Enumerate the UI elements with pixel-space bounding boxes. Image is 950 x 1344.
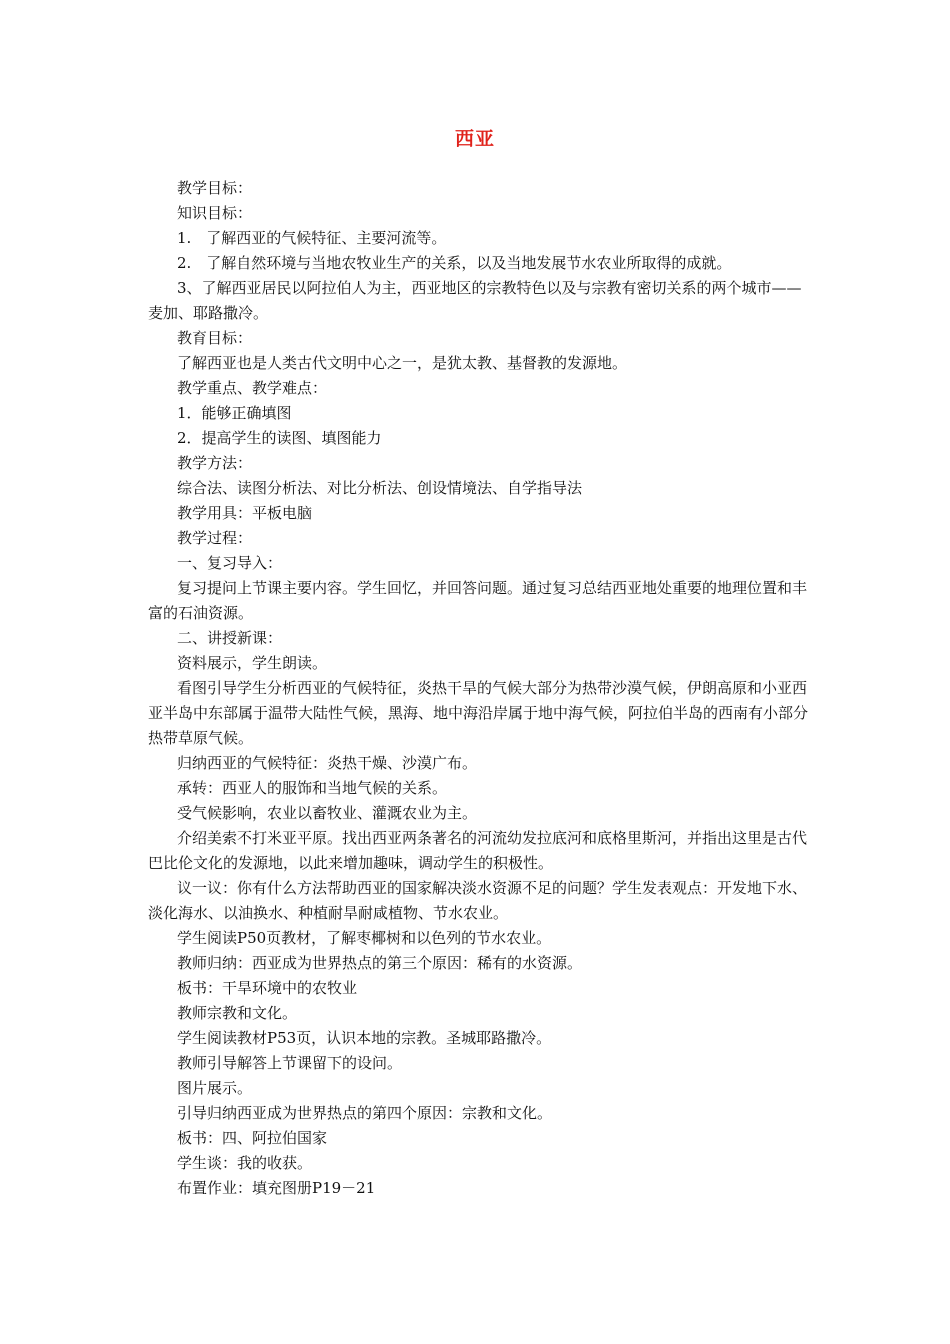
paragraph: 教学重点、教学难点： (177, 379, 328, 397)
paragraph: 教师引导解答上节课留下的设问。 (177, 1054, 403, 1072)
paragraph: 议一议：你有什么方法帮助西亚的国家解决淡水资源不足的问题？学生发表观点：开发地下水、淡化海水、以油换水、种植耐旱耐咸植物、节水农业。 (148, 879, 808, 922)
paragraph: 布置作业：填充图册P19－21 (177, 1179, 376, 1197)
paragraph: 介绍美索不打米亚平原。找出西亚两条著名的河流幼发拉底河和底格里斯河，并指出这里是古代巴比伦文化的发源地，以此来增加趣味，调动学生的积极性。 (148, 829, 808, 872)
paragraph: 教育目标： (177, 329, 253, 347)
paragraph: 受气候影响，农业以畜牧业、灌溉农业为主。 (177, 804, 478, 822)
paragraph: 资料展示，学生朗读。 (177, 654, 328, 672)
paragraph: 复习提问上节课主要内容。学生回忆，并回答问题。通过复习总结西亚地处重要的地理位置和丰富的石油资源。 (148, 579, 808, 622)
paragraph: 一、复习导入： (177, 554, 283, 572)
paragraph: 板书：四、阿拉伯国家 (177, 1129, 328, 1147)
document-title: 西亚 (454, 128, 495, 150)
paragraph: 教学用具：平板电脑 (177, 504, 313, 522)
paragraph: 承转：西亚人的服饰和当地气候的关系。 (177, 779, 448, 797)
paragraph: 学生阅读P50页教材，了解枣椰树和以色列的节水农业。 (177, 929, 552, 947)
paragraph: 3、了解西亚居民以阿拉伯人为主，西亚地区的宗教特色以及与宗教有密切关系的两个城市——麦加、耶路撒冷。 (148, 279, 802, 322)
paragraph: 板书：干旱环境中的农牧业 (177, 979, 358, 997)
document-body (148, 176, 812, 1201)
paragraph: 1. 了解西亚的气候特征、主要河流等。 (177, 229, 447, 247)
paragraph: 教学方法： (177, 454, 253, 472)
paragraph: 综合法、读图分析法、对比分析法、创设情境法、自学指导法 (177, 479, 583, 497)
paragraph: 教师归纳：西亚成为世界热点的第三个原因：稀有的水资源。 (177, 954, 583, 972)
paragraph: 教学过程： (177, 529, 253, 547)
paragraph: 学生阅读教材P53页，认识本地的宗教。圣城耶路撒冷。 (177, 1029, 552, 1047)
paragraph: 图片展示。 (177, 1079, 253, 1097)
paragraph: 引导归纳西亚成为世界热点的第四个原因：宗教和文化。 (177, 1104, 553, 1122)
paragraph: 二、讲授新课： (177, 629, 283, 647)
paragraph: 学生谈：我的收获。 (177, 1154, 313, 1172)
paragraph: 2. 了解自然环境与当地农牧业生产的关系，以及当地发展节水农业所取得的成就。 (177, 254, 732, 272)
paragraph: 知识目标： (177, 204, 253, 222)
paragraph: 了解西亚也是人类古代文明中心之一，是犹太教、基督教的发源地。 (177, 354, 628, 372)
paragraph: 1．能够正确填图 (177, 404, 292, 422)
paragraph: 看图引导学生分析西亚的气候特征，炎热干旱的气候大部分为热带沙漠气候，伊朗高原和小亚西亚半岛中东部属于温带大陆性气候，黑海、地中海沿岸属于地中海气候，阿拉伯半岛的西南有小部分热带草原气候。 (148, 679, 809, 747)
paragraph: 教师宗教和文化。 (177, 1004, 298, 1022)
paragraph: 教学目标： (177, 179, 253, 197)
paragraph: 2．提高学生的读图、填图能力 (177, 429, 382, 447)
paragraph: 归纳西亚的气候特征：炎热干燥、沙漠广布。 (177, 754, 478, 772)
